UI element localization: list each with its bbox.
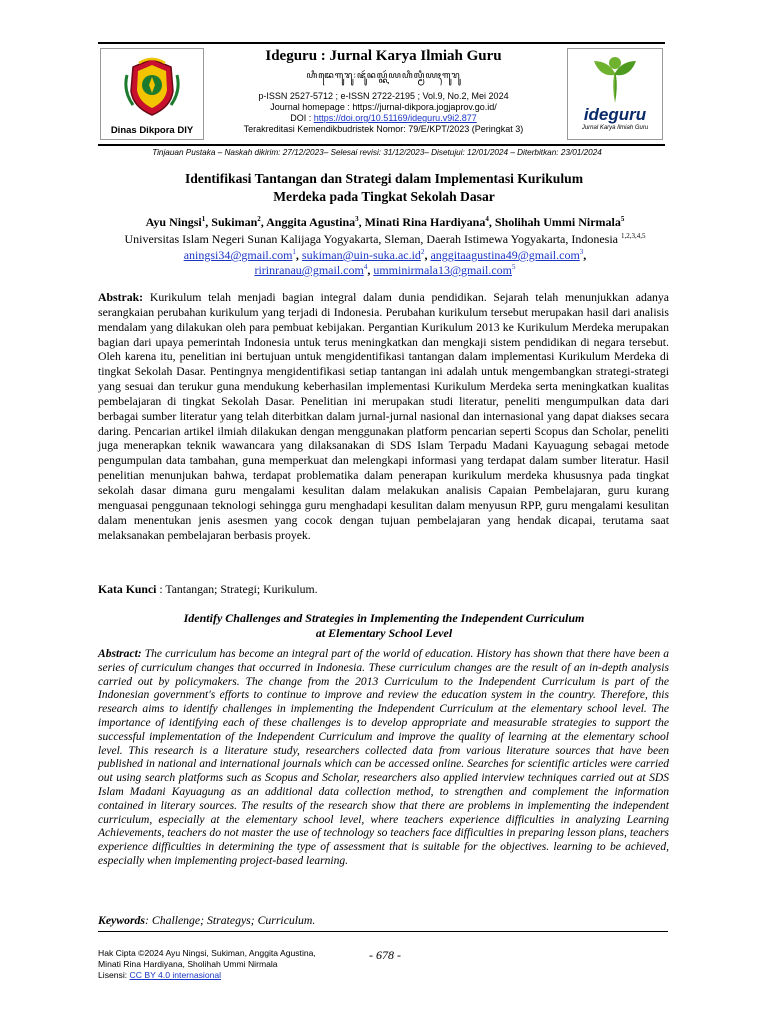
abstract-en-label: Abstract:: [98, 648, 142, 660]
title-id-line1: Identifikasi Tantangan dan Strategi dalam Implementasi Kurikulum: [184, 171, 584, 186]
journal-title: Ideguru : Jurnal Karya Ilmiah Guru: [265, 48, 502, 64]
keywords-id-label: Kata Kunci: [98, 583, 157, 596]
author-sup: 3: [355, 215, 359, 223]
email-sup: 1: [292, 248, 296, 256]
keywords-id: [98, 583, 669, 596]
author-name: Anggita Agustina: [266, 215, 356, 229]
accreditation-line: Terakreditasi Kemendikbudristek Nomor: 79/E/KPT/2023 (Peringkat 3): [243, 124, 524, 134]
footer-divider: [98, 931, 668, 932]
affiliation: [60, 232, 710, 247]
license-line: [98, 970, 348, 981]
email-link[interactable]: ririnranau@gmail.com: [254, 263, 364, 277]
article-title-en: [100, 611, 668, 641]
author-sup: 4: [485, 215, 489, 223]
title-en-line1: Identify Challenges and Strategies in Implementing the Independent Curriculum: [183, 611, 585, 625]
right-logo-brand: ideguru: [583, 105, 647, 124]
license-link[interactable]: CC BY 4.0 internasional: [129, 970, 222, 980]
dikpora-logo: [100, 48, 204, 140]
email-link[interactable]: anggitaagustina49@gmail.com: [430, 248, 580, 262]
keywords-en-label: Keywords: [98, 914, 145, 927]
abstract-id-text: Kurikulum telah menjadi bagian integral dalam dunia pendidikan. Sejarah telah menunjukkan adanya serangkaian perubahan kurikulum yang terjadi di Indonesia. Perubahan kurikulum tersebut merupakan hasil dari analisis mendalam yang dilakukan oleh para pembuat kebijakan. Pergantian Kurikulum 2013 ke Kurikulum Merdeka merupakan bagian dari upaya pemerintah Indonesia untuk terus meningkatkan dan mengkaji sistem pendidikan di negara tersebut. Oleh karena itu, penelitian ini bertujuan untuk mengidentifikasi tantangan dalam implementasi Kurikulum Merdeka di tingkat Sekolah Dasar. Pentingnya mengidentifikasi setiap tantangan ini adalah untuk mengembangkan strategi-strategi yang sesuai dan terukur guna mendukung keberhasilan implementasi Kurikulum Merdeka serta meningkatkan kualitas pembelajaran di tingkat Sekolah Dasar. Penelitian ini merupakan studi literatur, peneliti mengumpulkan data dari berbagai sumber literatur yang telah diterbitkan dalam jurnal-jurnal nasional dan internasional yang dapat diakses secara daring. Pencarian artikel ilmiah dilakukan dengan menggunakan platform pencarian seperti Scopus dan Scholar, peneliti juga menerapkan teknik wawancara yang dilaksanakan di SDS Islam Terpadu Madani Kayuagung sebagai metode pengumpulan data tambahan, guna memperkuat dan melengkapi informasi yang terdapat dalam sumber literatur. Hasil penelitian menunjukan bahwa, terdapat problematika dalam penerapan kurikulum merdeka khususnya pada tingkat sekolah dasar dimana guru mengalami kesulitan dalam melakukan analisis Capaian Pembelajaran, guru kurang menguasai penggunaan teknologi sehingga guru menghadapi kesulitan dalam menyusun RPP, guru mengalami kesulitan dalam menentukan jenis asesmen yang cocok dengan tujuan pembelajaran yang hendak dicapai, terutama saat melaksanakan pembelajaran berbasis proyek.: [98, 291, 670, 542]
author-list: Ayu Ningsi$^1$, Sukiman$^2$, Anggita Agustina$^3$, Minati Rina Hardiyana$^4$, Sholihah Ummi Nirmala$^5$: [145, 215, 625, 229]
email-sup: 3: [579, 248, 584, 256]
copyright-line2: Minati Rina Hardiyana, Sholihah Ummi Nirmala: [98, 959, 278, 969]
ideguru-logo: [567, 48, 663, 140]
author-name: Minati Rina Hardiyana: [364, 215, 486, 229]
copyright-line1: Hak Cipta ©2024 Ayu Ningsi, Sukiman, Anggita Agustina,: [98, 948, 316, 958]
header-text: [206, 46, 561, 135]
author-name: Sukiman: [211, 215, 258, 229]
email-link[interactable]: umminirmala13@gmail.com: [373, 263, 513, 277]
email-row-2: ririnranau@gmail.com$^4$, umminirmala13@gmail.com$^5$: [254, 263, 516, 277]
abstract-id: [98, 291, 669, 543]
javanese-title: ꦲꦶꦢꦺꦒꦸꦫꦸ꧇ꦗꦸꦂꦤꦭ꧀ꦏꦂꦪꦲꦶꦭ꧀ꦩꦶꦪꦃꦒꦸꦫꦸ: [306, 70, 461, 80]
author-sup: 1: [201, 215, 206, 223]
title-en-line2: at Elementary School Level: [315, 626, 453, 640]
author-sup: 2: [257, 215, 261, 223]
doi-link[interactable]: https://doi.org/10.51169/ideguru.v9i2.877: [313, 113, 477, 123]
email-sup: 2: [420, 248, 425, 256]
journal-header: [98, 42, 665, 146]
homepage-line: Journal homepage : https://jurnal-dikpora.jogjaprov.go.id/: [270, 102, 497, 112]
email-sup: 5: [512, 263, 516, 271]
email-sup: 4: [363, 263, 368, 271]
article-title-id: [100, 170, 668, 206]
doi-label: DOI :: [290, 113, 314, 123]
review-dates: Tinjauan Pustaka – Naskah dikirim: 27/12/2023– Selesai revisi: 31/12/2023– Disetujui: 12/01/2024 – Diterbitkan: 23/01/2024: [152, 148, 602, 157]
keywords-id-text: : Tantangan; Strategi; Kurikulum.: [156, 583, 318, 596]
keywords-en-text: : Challenge; Strategys; Curriculum.: [145, 914, 316, 927]
ideguru-leaf-icon: [590, 53, 640, 105]
doi-line: [206, 113, 561, 124]
author-name: Ayu Ningsi: [145, 215, 202, 229]
title-id-line2: Merdeka pada Tingkat Sekolah Dasar: [273, 189, 495, 204]
abstract-en-text: The curriculum has become an integral part of the world of education. History has shown that there have been a series of curriculum changes that occurred in Indonesia. These curriculum changes are the result of an in-depth analysis carried out by policymakers. The change from the 2013 Curriculum to the Independent Curriculum is part of the Indonesian government's efforts to continue to improve and review the education system in the country. Therefore, this research aims to identify challenges in implementing the Independent Curriculum at the elementary school level. The importance of identifying each of these challenges is to develop appropriate and measurable strategies to support the successful implementation of the Independent Curriculum and improve the quality of learning at the elementary school level. This research is a literature study, researchers collected data from various literature sources that have been published in national and international journals which can be accessed online. Searches for scientific articles were carried out using search platforms such as Scopus and Scholar, researchers also applied interview techniques carried out at SDS Islam Madani Kayuagung as an additional data collection method, to strengthen and complement the information contained in literary sources. The results of the research show that there are problems in implementing the independent curriculum, especially at the elementary school level, where teachers experience difficulties in analyzing Learning Achievements, teachers do not master the use of technology so teachers face difficulties in preparing lesson plans, teachers experience difficulties in determining the type of assessment that is suitable for the objectives. learning to be achieved, especially when implementing project-based learning.: [98, 648, 669, 867]
left-logo-caption: Dinas Dikpora DIY: [110, 125, 194, 136]
email-row-1: aningsi34@gmail.com$^1$, $sukiman@uin-suka.ac.id^2$, anggitaagustina49@gmail.com$^3$,: [183, 248, 587, 262]
keywords-en: [98, 914, 669, 927]
affiliation-text: Universitas Islam Negeri Sunan Kalijaga Yogyakarta, Sleman, Daerah Istimewa Yogyakarta, Indonesia: [124, 232, 619, 246]
issn-line: p-ISSN 2527-5712 ; e-ISSN 2722-2195 ; Vol.9, No.2, Mei 2024: [258, 91, 509, 101]
right-logo-subtitle: Jurnal Karya Ilmiah Guru: [581, 125, 649, 131]
page-number: - 678 -: [369, 948, 401, 962]
author-name: Sholihah Ummi Nirmala: [494, 215, 621, 229]
abstract-id-label: Abstrak:: [98, 291, 144, 304]
author-sup: 5: [620, 215, 625, 223]
dikpora-emblem-icon: [121, 55, 183, 119]
email-link[interactable]: aningsi34@gmail.com: [183, 248, 293, 262]
affiliation-sup: 1,2,3,4,5: [621, 232, 646, 240]
copyright-block: [98, 948, 348, 981]
abstract-en: [98, 648, 669, 869]
email-link[interactable]: sukiman@uin-suka.ac.id: [301, 248, 421, 262]
license-label: Lisensi:: [98, 970, 130, 980]
